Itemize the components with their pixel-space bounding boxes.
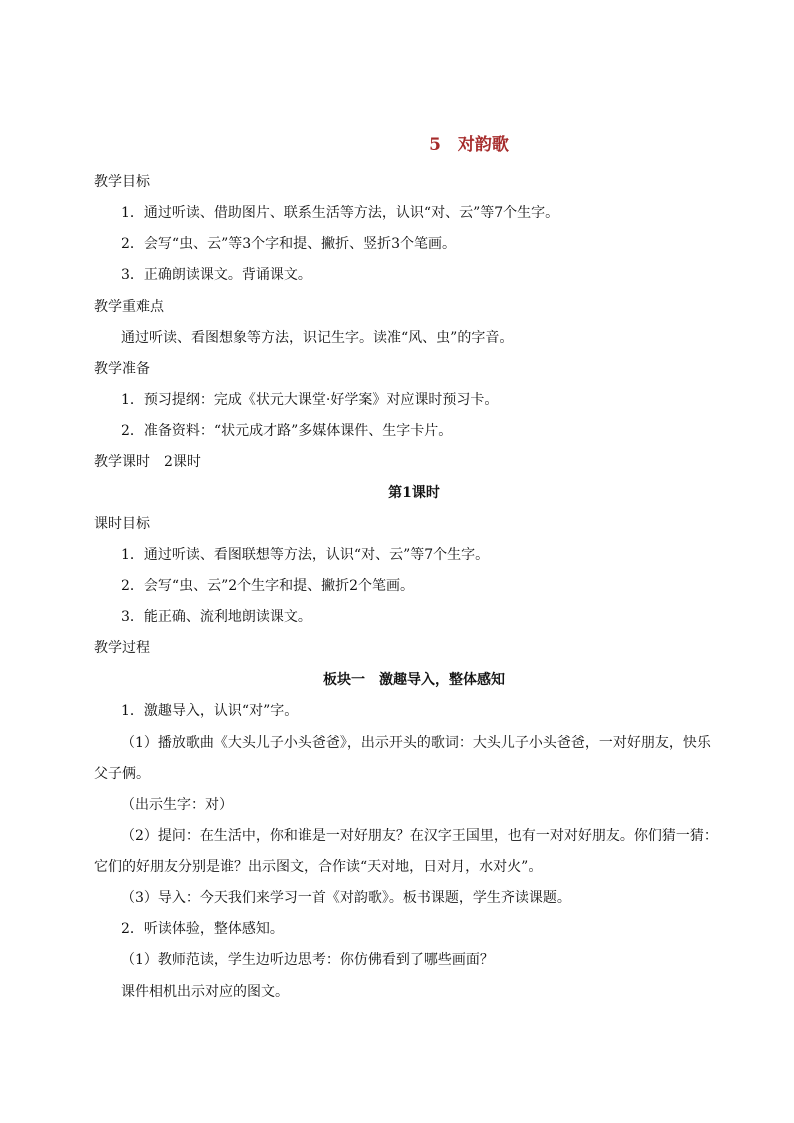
- heading-teaching-goals: 教学目标: [94, 174, 150, 190]
- heading-class-hours: 教学课时 2课时: [94, 454, 201, 470]
- lesson-goal-1: 1．通过听读、看图联想等方法，认识“对、云”等7个生字。: [121, 547, 490, 563]
- step-1-2-line-2: 它们的好朋友分别是谁？出示图文，合作读“天对地，日对月，水对火”。: [94, 859, 543, 875]
- step-2: 2．听读体验，整体感知。: [121, 921, 284, 937]
- heading-preparation: 教学准备: [94, 361, 150, 377]
- step-1: 1．激趣导入，认识“对”字。: [121, 703, 299, 719]
- heading-lesson-1: 第1课时: [388, 485, 440, 501]
- heading-module-1: 板块一 激趣导入，整体感知: [323, 672, 505, 688]
- heading-key-points: 教学重难点: [94, 299, 164, 315]
- step-1-1-line-2: 父子俩。: [94, 766, 150, 782]
- step-2-1: （1）教师范读，学生边听边思考：你仿佛看到了哪些画面？: [121, 952, 494, 968]
- lesson-goal-3: 3．能正确、流利地朗读课文。: [121, 609, 312, 625]
- step-2-note: 课件相机出示对应的图文。: [121, 984, 289, 1000]
- heading-lesson-goals: 课时目标: [94, 516, 150, 532]
- goal-item-3: 3．正确朗读课文。背诵课文。: [121, 267, 312, 283]
- key-points-text: 通过听读、看图想象等方法，识记生字。读准“风、虫”的字音。: [121, 330, 514, 346]
- prep-item-1: 1．预习提纲：完成《状元大课堂·好学案》对应课时预习卡。: [121, 392, 499, 408]
- lesson-goal-2: 2．会写“虫、云”2个生字和提、撇折2个笔画。: [121, 578, 415, 594]
- goal-item-2: 2．会写“虫、云”等3个字和提、撇折、竖折3个笔画。: [121, 236, 457, 252]
- goal-item-1: 1．通过听读、借助图片、联系生活等方法，认识“对、云”等7个生字。: [121, 205, 560, 221]
- step-1-1-line-1: （1）播放歌曲《大头儿子小头爸爸》，出示开头的歌词：大头儿子小头爸爸，一对好朋友，快乐: [121, 735, 711, 751]
- step-1-3: （3）导入：今天我们来学习一首《对韵歌》。板书课题，学生齐读课题。: [121, 890, 571, 906]
- step-1-2-line-1: （2）提问：在生活中，你和谁是一对好朋友？在汉字王国里，也有一对对好朋友。你们猜一猜：: [121, 828, 718, 844]
- prep-item-2: 2．准备资料：“状元成才路”多媒体课件、生字卡片。: [121, 423, 453, 439]
- show-character-note: （出示生字：对）: [121, 797, 233, 813]
- lesson-title: 5 对韵歌: [429, 135, 509, 155]
- heading-process: 教学过程: [94, 640, 150, 656]
